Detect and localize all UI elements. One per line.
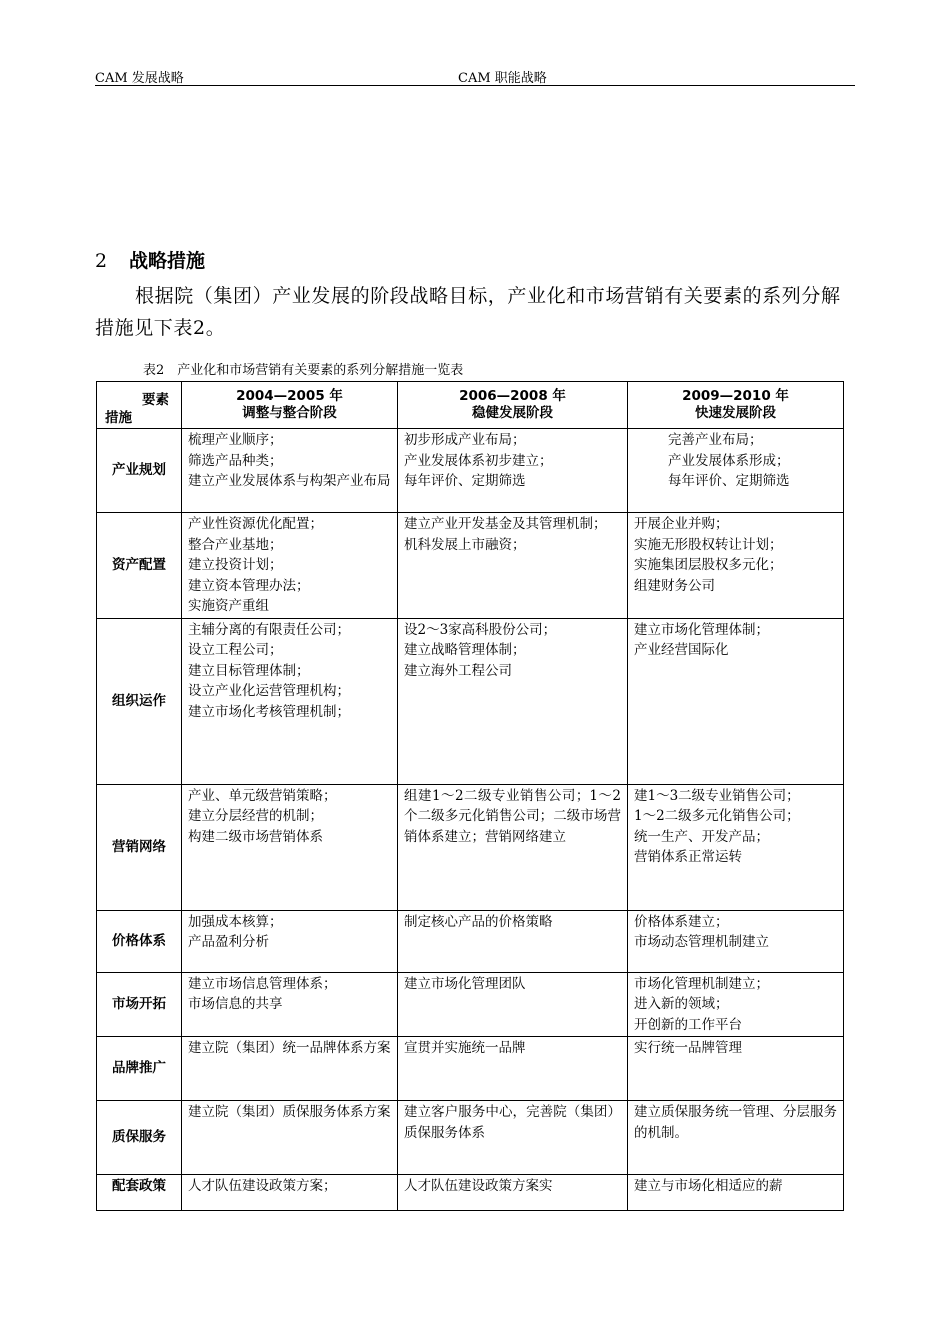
measure-line: 每年评价、定期筛选 <box>404 473 526 489</box>
measure-line: 机科发展上市融资； <box>404 536 526 553</box>
table-row <box>97 1101 844 1175</box>
measure-line: 1～2二级多元化销售公司； <box>634 808 800 824</box>
table-row <box>97 429 844 513</box>
corner-label-elements: 要素 <box>142 392 169 408</box>
column-stage: 快速发展阶段 <box>695 405 776 421</box>
measure-line: 建立市场化管理体制； <box>634 621 769 638</box>
measure-line: 实施集团层股权多元化； <box>634 557 783 573</box>
measure-cell-stage-3 <box>628 972 844 1037</box>
measure-cell-stage-2 <box>398 1175 628 1211</box>
measure-line: 市场动态管理机制建立 <box>634 934 769 950</box>
measure-line: 每年评价、定期筛选 <box>668 473 790 489</box>
column-stage: 调整与整合阶段 <box>242 405 337 421</box>
measure-line: 组建1～2二级专业销售公司；1～2个二级多元化销售公司；二级市场营销体系建立；营销网络建立 <box>404 787 621 845</box>
measure-line: 设2～3家高科股份公司； <box>404 621 557 638</box>
row-label: 品牌推广 <box>97 1037 182 1101</box>
measure-cell-stage-3 <box>628 1175 844 1211</box>
measure-line: 宣贯并实施统一品牌 <box>404 1040 526 1056</box>
measure-line: 建立院（集团）统一品牌体系方案 <box>188 1040 391 1056</box>
section-title: 战略措施 <box>129 250 206 272</box>
measure-line: 组建财务公司 <box>634 577 715 594</box>
measure-line: 建立分层经营的机制； <box>188 808 323 824</box>
section-number: 2 <box>95 250 108 272</box>
measure-line: 建立院（集团）质保服务体系方案 <box>188 1104 391 1120</box>
measure-cell-stage-2 <box>398 972 628 1037</box>
measure-cell-stage-3 <box>628 1101 844 1175</box>
measure-line: 建立目标管理体制； <box>188 662 310 679</box>
measure-line: 产业发展体系形成； <box>668 452 790 469</box>
measure-cell-stage-1 <box>182 784 398 910</box>
column-header-2 <box>398 382 628 429</box>
measure-line: 加强成本核算； <box>188 913 283 930</box>
table-row <box>97 910 844 972</box>
measure-cell-stage-1 <box>182 618 398 784</box>
measure-cell-stage-2 <box>398 1037 628 1101</box>
measure-cell-stage-3 <box>628 784 844 910</box>
measure-line: 建立投资计划； <box>188 557 283 573</box>
row-label: 产业规划 <box>97 429 182 513</box>
measure-cell-stage-3 <box>628 1037 844 1101</box>
measure-line: 构建二级市场营销体系 <box>188 828 323 845</box>
column-years: 2009—2010 年 <box>682 388 789 404</box>
measure-line: 设立工程公司； <box>188 642 283 658</box>
measure-cell-stage-1 <box>182 1101 398 1175</box>
column-years: 2006—2008 年 <box>459 388 566 404</box>
measure-line: 产品盈利分析 <box>188 934 269 950</box>
measure-cell-stage-1 <box>182 1175 398 1211</box>
measure-cell-stage-1 <box>182 429 398 513</box>
measure-line: 主辅分离的有限责任公司； <box>188 621 350 638</box>
measure-line: 初步形成产业布局； <box>404 432 526 448</box>
table-row <box>97 1175 844 1211</box>
measure-line: 进入新的领域； <box>634 996 729 1012</box>
measure-line: 建立战略管理体制； <box>404 642 526 658</box>
measure-line: 建立海外工程公司 <box>404 662 512 679</box>
measure-cell-stage-2 <box>398 784 628 910</box>
measure-cell-stage-3 <box>628 910 844 972</box>
table-row <box>97 618 844 784</box>
row-label: 营销网络 <box>97 784 182 910</box>
measure-line: 设立产业化运营管理机构； <box>188 683 350 699</box>
measure-line: 制定核心产品的价格策略 <box>404 913 553 930</box>
measure-line: 实施无形股权转让计划； <box>634 536 783 553</box>
measure-cell-stage-2 <box>398 910 628 972</box>
measure-line: 建1～3二级专业销售公司； <box>634 787 800 804</box>
measure-cell-stage-1 <box>182 972 398 1037</box>
measure-line: 筛选产品种类； <box>188 452 283 469</box>
measure-cell-stage-3 <box>628 618 844 784</box>
table-row <box>97 972 844 1037</box>
measure-cell-stage-2 <box>398 1101 628 1175</box>
measure-line: 产业发展体系初步建立； <box>404 452 553 469</box>
measure-line: 建立产业开发基金及其管理机制； <box>404 516 607 532</box>
column-stage: 稳健发展阶段 <box>472 405 553 421</box>
measure-line: 人才队伍建设政策方案实 <box>404 1178 553 1194</box>
table-header-row <box>97 382 844 429</box>
table-body <box>97 429 844 1211</box>
measure-cell-stage-1 <box>182 1037 398 1101</box>
measure-line: 整合产业基地； <box>188 536 283 553</box>
measure-line: 建立市场化管理团队 <box>404 975 526 992</box>
row-label: 价格体系 <box>97 910 182 972</box>
row-label: 配套政策 <box>97 1175 182 1211</box>
row-label: 质保服务 <box>97 1101 182 1175</box>
table-row <box>97 784 844 910</box>
measure-line: 完善产业布局； <box>668 432 763 448</box>
measure-cell-stage-1 <box>182 910 398 972</box>
measure-line: 市场化管理机制建立； <box>634 975 769 992</box>
header-center: CAM 职能战略 <box>458 71 547 86</box>
measure-line: 价格体系建立； <box>634 913 729 930</box>
column-years: 2004—2005 年 <box>236 388 343 404</box>
table-caption: 表2 产业化和市场营销有关要素的系列分解措施一览表 <box>143 363 464 378</box>
intro-paragraph: 根据院（集团）产业发展的阶段战略目标，产业化和市场营销有关要素的系列分解措施见下表2。 <box>95 285 841 339</box>
measure-line: 产业、单元级营销策略； <box>188 787 337 804</box>
measure-cell-stage-2 <box>398 513 628 619</box>
measure-line: 实行统一品牌管理 <box>634 1040 742 1056</box>
measure-line: 市场信息的共享 <box>188 996 283 1012</box>
row-label: 市场开拓 <box>97 972 182 1037</box>
measure-line: 建立市场信息管理体系； <box>188 975 337 992</box>
table-corner-cell <box>97 382 182 429</box>
column-header-1 <box>182 382 398 429</box>
header-rule <box>95 85 855 86</box>
section-heading <box>95 246 205 273</box>
measure-line: 建立市场化考核管理机制； <box>188 703 350 720</box>
measure-line: 营销体系正常运转 <box>634 849 742 865</box>
header-left: CAM 发展战略 <box>95 71 184 86</box>
measure-line: 产业性资源优化配置； <box>188 516 323 532</box>
measure-line: 产业经营国际化 <box>634 642 729 658</box>
measure-line: 实施资产重组 <box>188 598 269 614</box>
corner-label-measures: 措施 <box>105 410 132 426</box>
column-header-3 <box>628 382 844 429</box>
table-row <box>97 1037 844 1101</box>
measure-line: 开展企业并购； <box>634 516 729 532</box>
measure-cell-stage-2 <box>398 618 628 784</box>
table-row <box>97 513 844 619</box>
measure-line: 开创新的工作平台 <box>634 1016 742 1033</box>
measure-line: 建立与市场化相适应的薪 <box>634 1178 783 1194</box>
measure-line: 建立产业发展体系与构架产业布局 <box>188 473 391 489</box>
measure-cell-stage-3 <box>628 429 844 513</box>
measure-cell-stage-2 <box>398 429 628 513</box>
measure-cell-stage-3 <box>628 513 844 619</box>
measure-line: 统一生产、开发产品； <box>634 828 769 845</box>
measure-line: 建立资本管理办法； <box>188 577 310 594</box>
measure-line: 建立客户服务中心，完善院（集团）质保服务体系 <box>404 1104 621 1141</box>
measure-line: 建立质保服务统一管理、分层服务的机制。 <box>634 1104 837 1141</box>
measure-line: 人才队伍建设政策方案； <box>188 1178 337 1194</box>
row-label: 资产配置 <box>97 513 182 619</box>
measure-cell-stage-1 <box>182 513 398 619</box>
measure-line: 梳理产业顺序； <box>188 432 283 448</box>
measures-table <box>96 381 844 1211</box>
row-label: 组织运作 <box>97 618 182 784</box>
